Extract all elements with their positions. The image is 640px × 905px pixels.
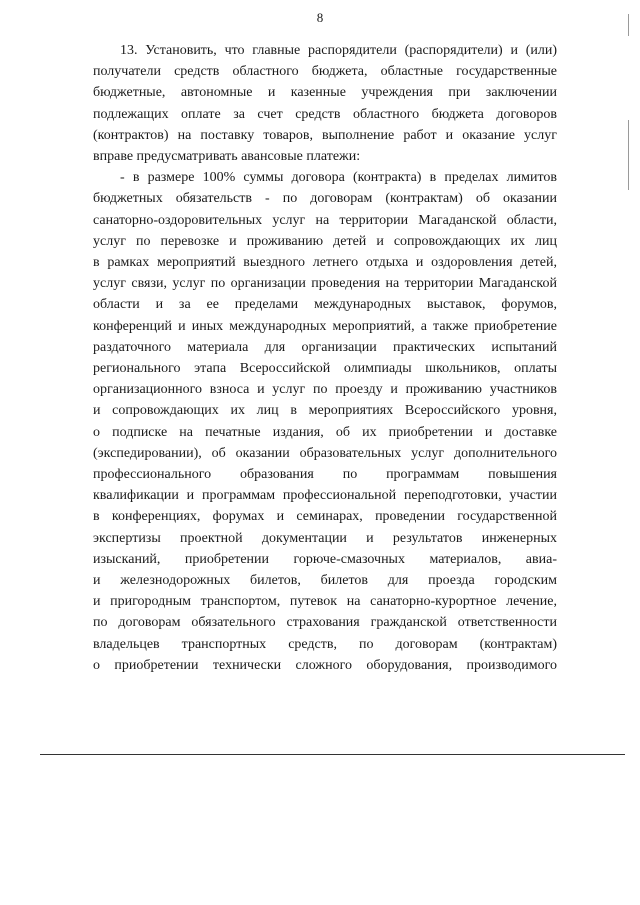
scan-edge-mark xyxy=(628,14,629,36)
text-line: вправе предусматривать авансовые платежи: xyxy=(93,149,361,164)
text-line: услуг связи, услуг по организации проведения на территории Магаданской xyxy=(93,276,557,292)
page-number: 8 xyxy=(316,10,324,25)
text-line: бюджетных обязательств - по договорам (контрактам) об оказании xyxy=(93,191,557,207)
text-line: бюджетные, автономные и казенные учреждения при заключении xyxy=(93,85,557,101)
text-line: 13. Установить, что главные распорядители (распорядители) и (или) xyxy=(120,43,557,58)
text-line: и железнодорожных билетов, билетов для проезда городским xyxy=(93,573,557,588)
text-line: получатели средств областного бюджета, областные государственные xyxy=(93,64,557,80)
text-line: о подписке на печатные издания, об их приобретении и доставке xyxy=(93,424,557,440)
text-line: конференций и иных международных мероприятий, а также приобретение xyxy=(93,318,557,334)
text-line: и сопровождающих их лиц в мероприятиях Всероссийского уровня, xyxy=(93,403,557,419)
text-line: профессионального образования по программам повышения xyxy=(93,467,557,482)
text-line: области и за ее пределами международных выставок, форумов, xyxy=(93,297,557,313)
text-line: в рамках мероприятий выездного летнего отдыха и оздоровления детей, xyxy=(93,255,557,270)
text-line: по договорам обязательного страхования гражданской ответственности xyxy=(93,615,557,631)
text-line: (экспедировании), об оказании образовательных услуг дополнительного xyxy=(93,445,557,461)
text-line: владельцев транспортных средств, по договорам (контрактам) xyxy=(93,636,557,652)
text-line: организационного взноса и услуг по проезду и проживанию участников xyxy=(93,382,557,398)
page-break-rule xyxy=(40,754,625,755)
scan-edge-mark xyxy=(628,120,629,190)
text-line: санаторно-оздоровительных услуг на территории Магаданской области, xyxy=(93,212,557,228)
text-line: подлежащих оплате за счет средств областного бюджета договоров xyxy=(93,106,557,122)
text-line: о приобретении технически сложного оборудования, производимого xyxy=(93,657,557,673)
text-line: изысканий, приобретении горюче-смазочных материалов, авиа- xyxy=(93,551,557,567)
text-line: - в размере 100% суммы договора (контракта) в пределах лимитов xyxy=(120,170,557,186)
text-line: (контрактов) на поставку товаров, выполнение работ и оказание услуг xyxy=(93,127,557,143)
text-line: и пригородным транспортом, путевок на санаторно-курортное лечение, xyxy=(93,594,557,610)
text-line: услуг по перевозке и проживанию детей и сопровождающих их лиц xyxy=(93,233,557,249)
text-line: регионального этапа Всероссийской олимпиады школьников, оплаты xyxy=(93,361,557,376)
text-line: экспертизы проектной документации и результатов инженерных xyxy=(93,530,557,546)
text-line: раздаточного материала для организации практических испытаний xyxy=(93,339,557,355)
text-line: квалификации и программам профессиональной переподготовки, участии xyxy=(93,488,557,504)
text-line: в конференциях, форумах и семинарах, проведении государственной xyxy=(93,509,557,525)
